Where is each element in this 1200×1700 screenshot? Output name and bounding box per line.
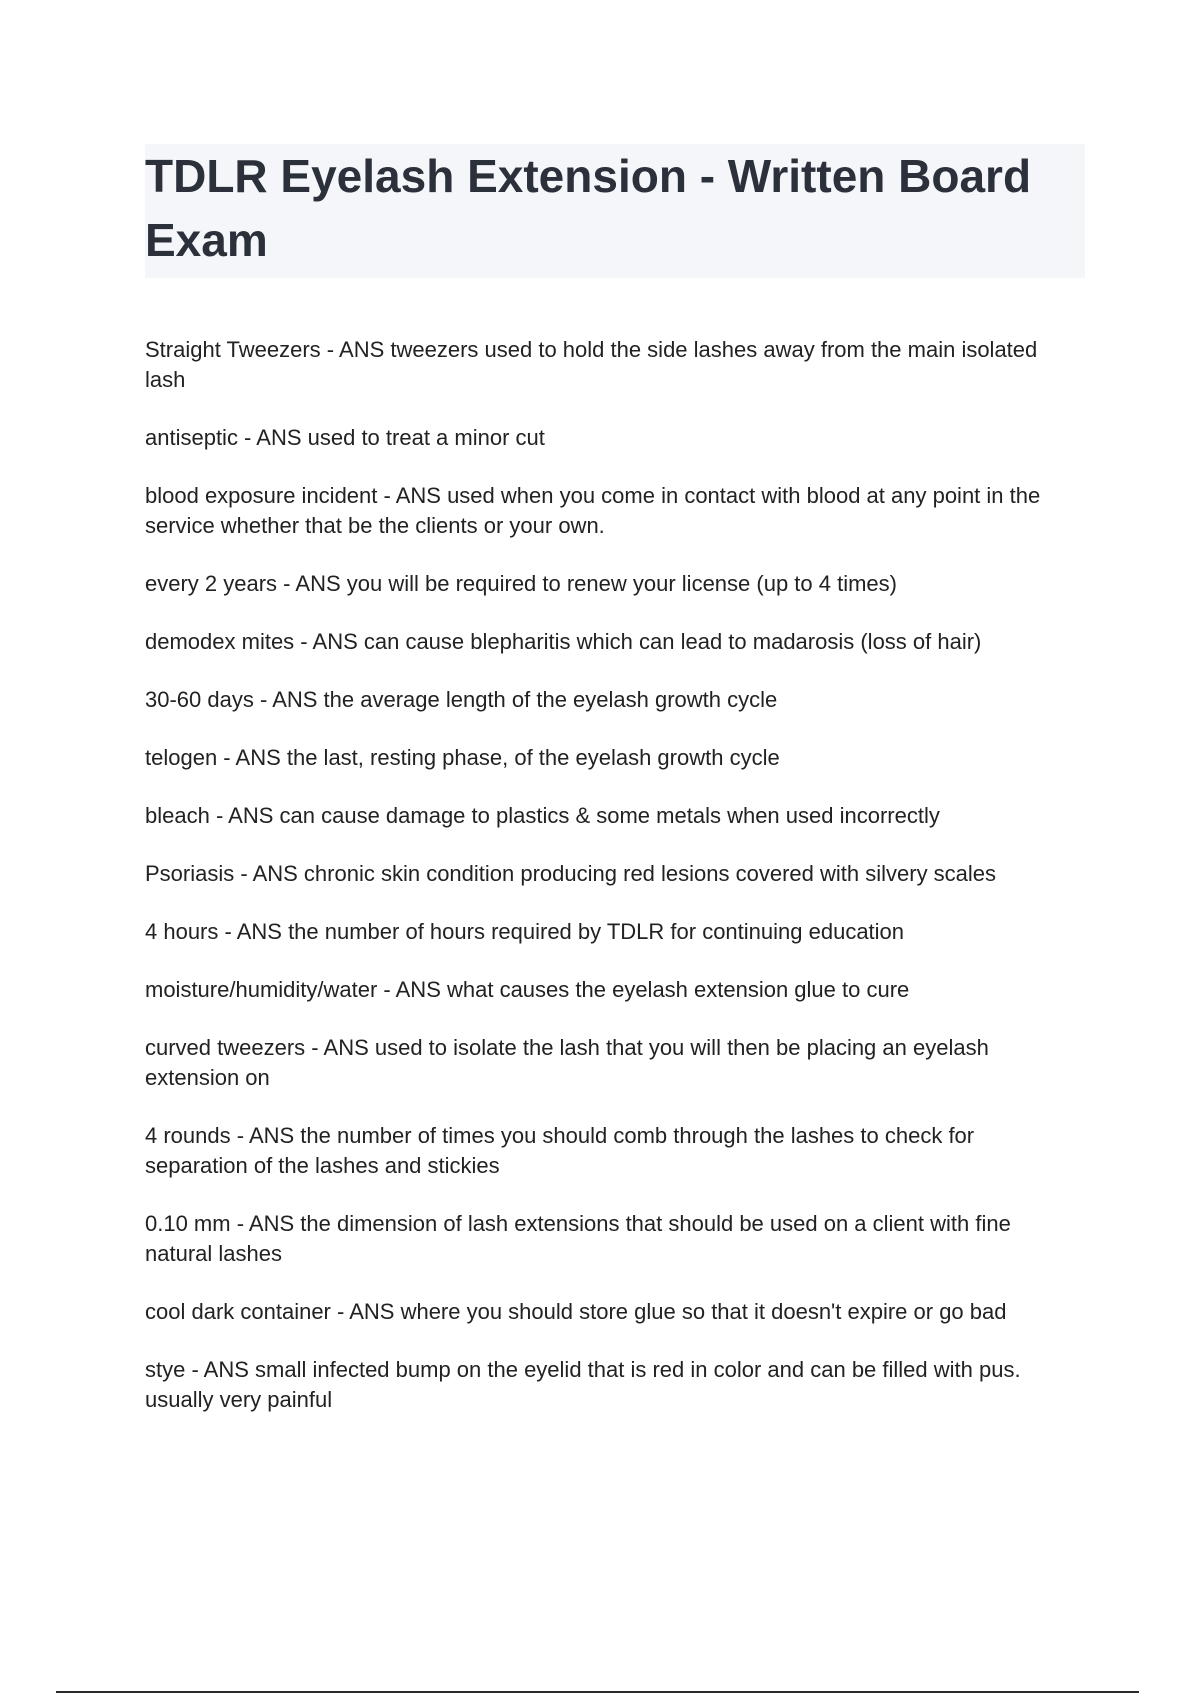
qa-item: cool dark container - ANS where you should store glue so that it doesn't expire or go bad	[145, 1299, 1007, 1324]
qa-item: Straight Tweezers - ANS tweezers used to hold the side lashes away from the main isolated lash	[145, 337, 1038, 392]
document-title: TDLR Eyelash Extension - Written Board Exam	[145, 144, 1085, 278]
qa-item: 4 hours - ANS the number of hours required by TDLR for continuing education	[145, 919, 905, 944]
qa-item: blood exposure incident - ANS used when you come in contact with blood at any point in the service whether that be the clients or your own.	[145, 483, 1041, 538]
qa-list	[145, 335, 1065, 1443]
qa-item: moisture/humidity/water - ANS what causes the eyelash extension glue to cure	[145, 977, 910, 1002]
footer-rule	[56, 1691, 1139, 1693]
qa-item: antiseptic - ANS used to treat a minor cut	[145, 425, 545, 450]
qa-item: bleach - ANS can cause damage to plastics & some metals when used incorrectly	[145, 803, 940, 828]
qa-item: demodex mites - ANS can cause blepharitis which can lead to madarosis (loss of hair)	[145, 629, 982, 654]
qa-item: every 2 years - ANS you will be required to renew your license (up to 4 times)	[145, 571, 897, 596]
qa-item: stye - ANS small infected bump on the eyelid that is red in color and can be filled with pus. usually very painful	[145, 1357, 1021, 1412]
qa-item: 0.10 mm - ANS the dimension of lash extensions that should be used on a client with fine natural lashes	[145, 1211, 1011, 1266]
qa-item: curved tweezers - ANS used to isolate the lash that you will then be placing an eyelash extension on	[145, 1035, 989, 1090]
qa-item: Psoriasis - ANS chronic skin condition producing red lesions covered with silvery scales	[145, 861, 997, 886]
qa-item: telogen - ANS the last, resting phase, of the eyelash growth cycle	[145, 745, 780, 770]
qa-item: 4 rounds - ANS the number of times you should comb through the lashes to check for separation of the lashes and stickies	[145, 1123, 975, 1178]
qa-item: 30-60 days - ANS the average length of the eyelash growth cycle	[145, 687, 778, 712]
